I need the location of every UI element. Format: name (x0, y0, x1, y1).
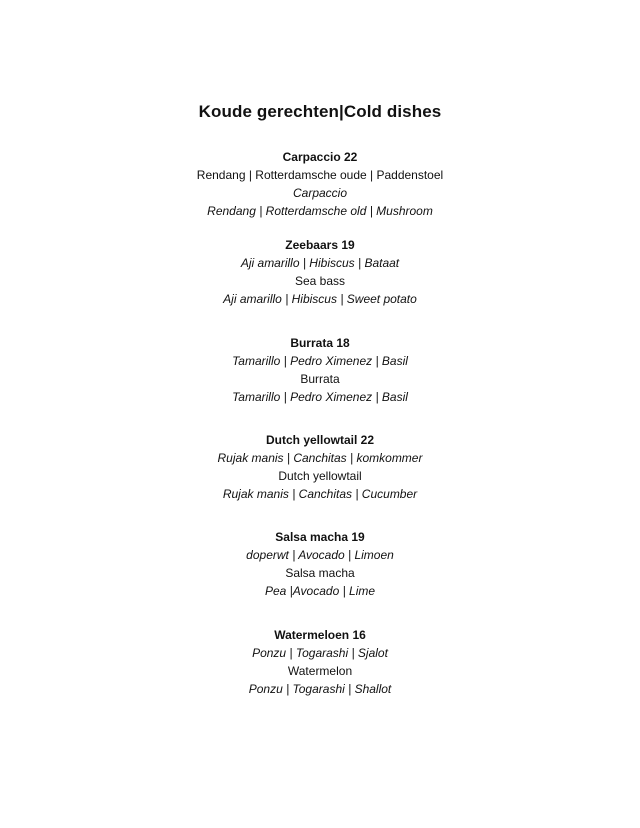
dish-heading: Burrata 18 (290, 336, 350, 350)
dish-description-en: Pea |Avocado | Lime (264, 584, 376, 598)
dish-description-nl: Rujak manis | Canchitas | komkommer (217, 451, 423, 465)
dish-description-nl: Rendang | Rotterdamsche oude | Paddenstoel (196, 168, 444, 182)
dish-heading: Carpaccio 22 (282, 150, 358, 164)
dish-description-en: Aji amarillo | Hibiscus | Sweet potato (223, 292, 417, 306)
menu-item-salsa-macha (0, 528, 640, 600)
menu-item-burrata (0, 334, 640, 406)
menu-item-carpaccio (0, 148, 640, 220)
dish-name-en: Sea bass (294, 274, 346, 288)
dish-name-en: Salsa macha (285, 566, 355, 580)
dish-description-nl: Aji amarillo | Hibiscus | Bataat (240, 256, 400, 270)
dish-heading: Watermeloen 16 (274, 628, 366, 642)
dish-description-nl: doperwt | Avocado | Limoen (246, 548, 394, 562)
dish-name-en: Carpaccio (292, 186, 348, 200)
dish-name-en: Watermelon (287, 664, 353, 678)
dish-heading: Zeebaars 19 (285, 238, 355, 252)
page-title: Koude gerechten|Cold dishes (198, 102, 442, 121)
dish-description-en: Ponzu | Togarashi | Shallot (248, 682, 392, 696)
menu-item-dutch-yellowtail (0, 431, 640, 503)
dish-name-en: Burrata (300, 372, 340, 386)
dish-description-en: Rujak manis | Canchitas | Cucumber (222, 487, 418, 501)
dish-name-en: Dutch yellowtail (278, 469, 362, 483)
dish-description-en: Rendang | Rotterdamsche old | Mushroom (207, 204, 433, 218)
dish-heading: Dutch yellowtail 22 (265, 433, 375, 447)
dish-heading: Salsa macha 19 (275, 530, 365, 544)
dish-description-nl: Tamarillo | Pedro Ximenez | Basil (232, 354, 408, 368)
menu-item-watermeloen (0, 626, 640, 698)
dish-description-en: Tamarillo | Pedro Ximenez | Basil (232, 390, 408, 404)
dish-description-nl: Ponzu | Togarashi | Sjalot (252, 646, 388, 660)
menu-item-zeebaars (0, 236, 640, 308)
